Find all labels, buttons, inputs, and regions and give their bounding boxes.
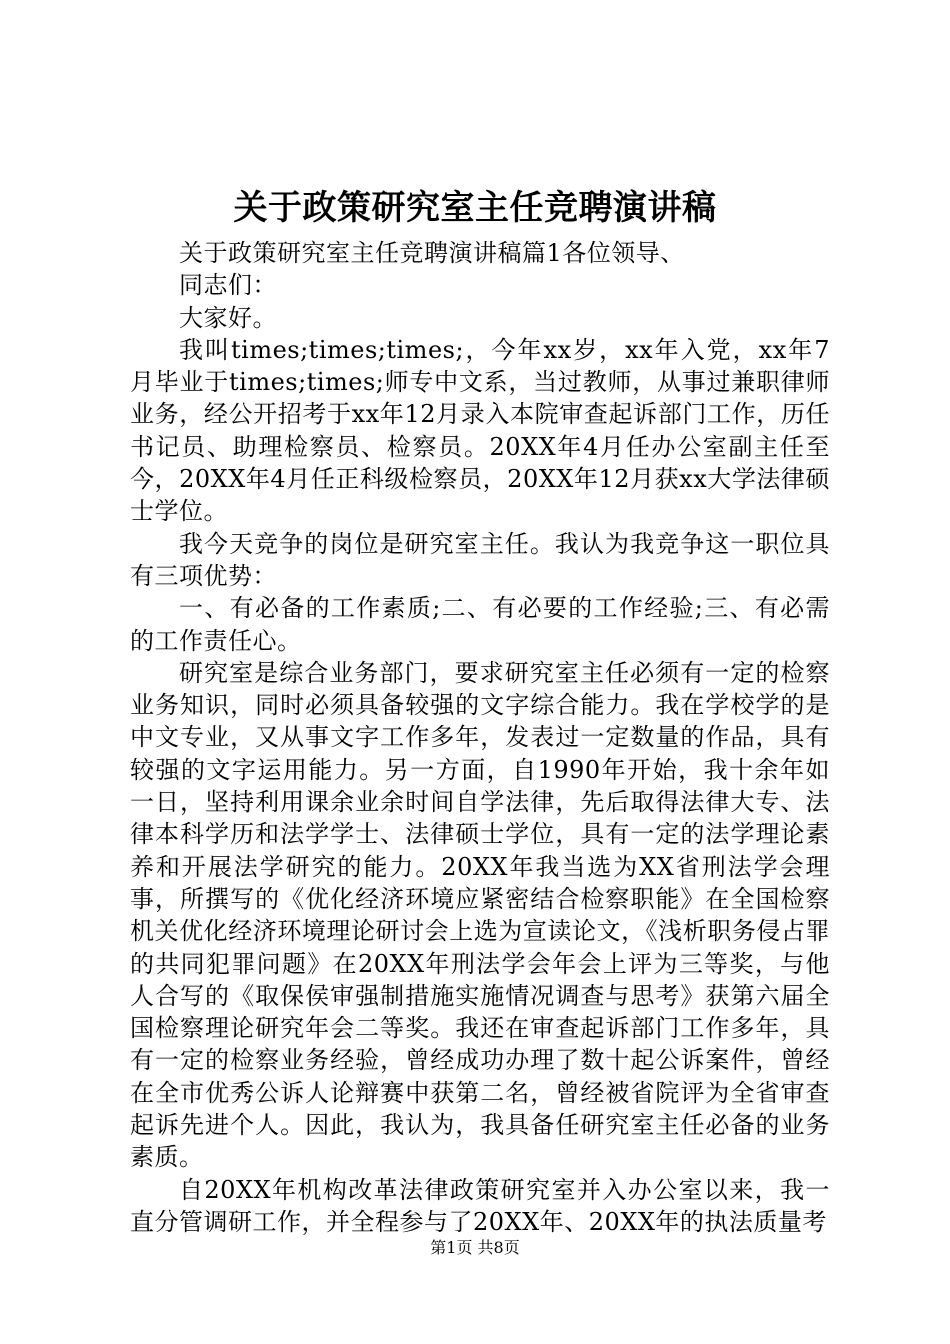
paragraph: 我叫times;times;times;，今年xx岁，xx年入党，xx年7月毕业于times;times;师专中文系，当过教师，从事过兼职律师业务，经公开招考于xx年12月录入本院审查起诉部门工作，历任书记员、助理检察员、检察员。20XX年4月任办公室副主任至今，20XX年4月任正科级检察员，20XX年12月获xx大学法律硕士学位。: [130, 335, 830, 526]
document-body: [130, 237, 830, 1238]
paragraph: 关于政策研究室主任竞聘演讲稿篇1各位领导、: [179, 239, 685, 267]
paragraph: 大家好。: [179, 303, 277, 332]
paragraph: 一、有必备的工作素质;二、有必要的工作经验;三、有必需的工作责任心。: [130, 594, 830, 655]
paragraph: 同志们：: [179, 271, 277, 300]
paragraph: 研究室是综合业务部门，要求研究室主任必须有一定的检察业务知识，同时必须具备较强的文字综合能力。我在学校学的是中文专业，又从事文字工作多年，发表过一定数量的作品，具有较强的文字运用能力。另一方面，自1990年开始，我十余年如一日，坚持利用课余业余时间自学法律，先后取得法律大专、法律本科学历和法学学士、法律硕士学位，具有一定的法学理论素养和开展法学研究的能力。20XX年我当选为XX省刑法学会理事，所撰写的《优化经济环境应紧密结合检察职能》在全国检察机关优化经济环境理论研讨会上选为宣读论文，《浅析职务侵占罪的共同犯罪问题》在20XX年刑法学会年会上评为三等奖，与他人合写的《取保侯审强制措施实施情况调查与思考》获第六届全国检察理论研究年会二等奖。我还在审查起诉部门工作多年，具有一定的检察业务经验，曾经成功办理了数十起公诉案件，曾经在全市优秀公诉人论辩赛中获第二名，曾经被省院评为全省审查起诉先进个人。因此，我认为，我具备任研究室主任必备的业务素质。: [130, 658, 830, 1172]
document-title: 关于政策研究室主任竞聘演讲稿: [233, 188, 717, 228]
paragraph: 自20XX年机构改革法律政策研究室并入办公室以来，我一直分管调研工作，并全程参与了20XX年、20XX年的执法质量考: [130, 1175, 830, 1236]
page-footer: [0, 1237, 950, 1259]
paragraph: 我今天竞争的岗位是研究室主任。我认为我竞争这一职位具有三项优势：: [130, 529, 830, 590]
page-indicator: 第1页 共8页: [430, 1238, 520, 1257]
